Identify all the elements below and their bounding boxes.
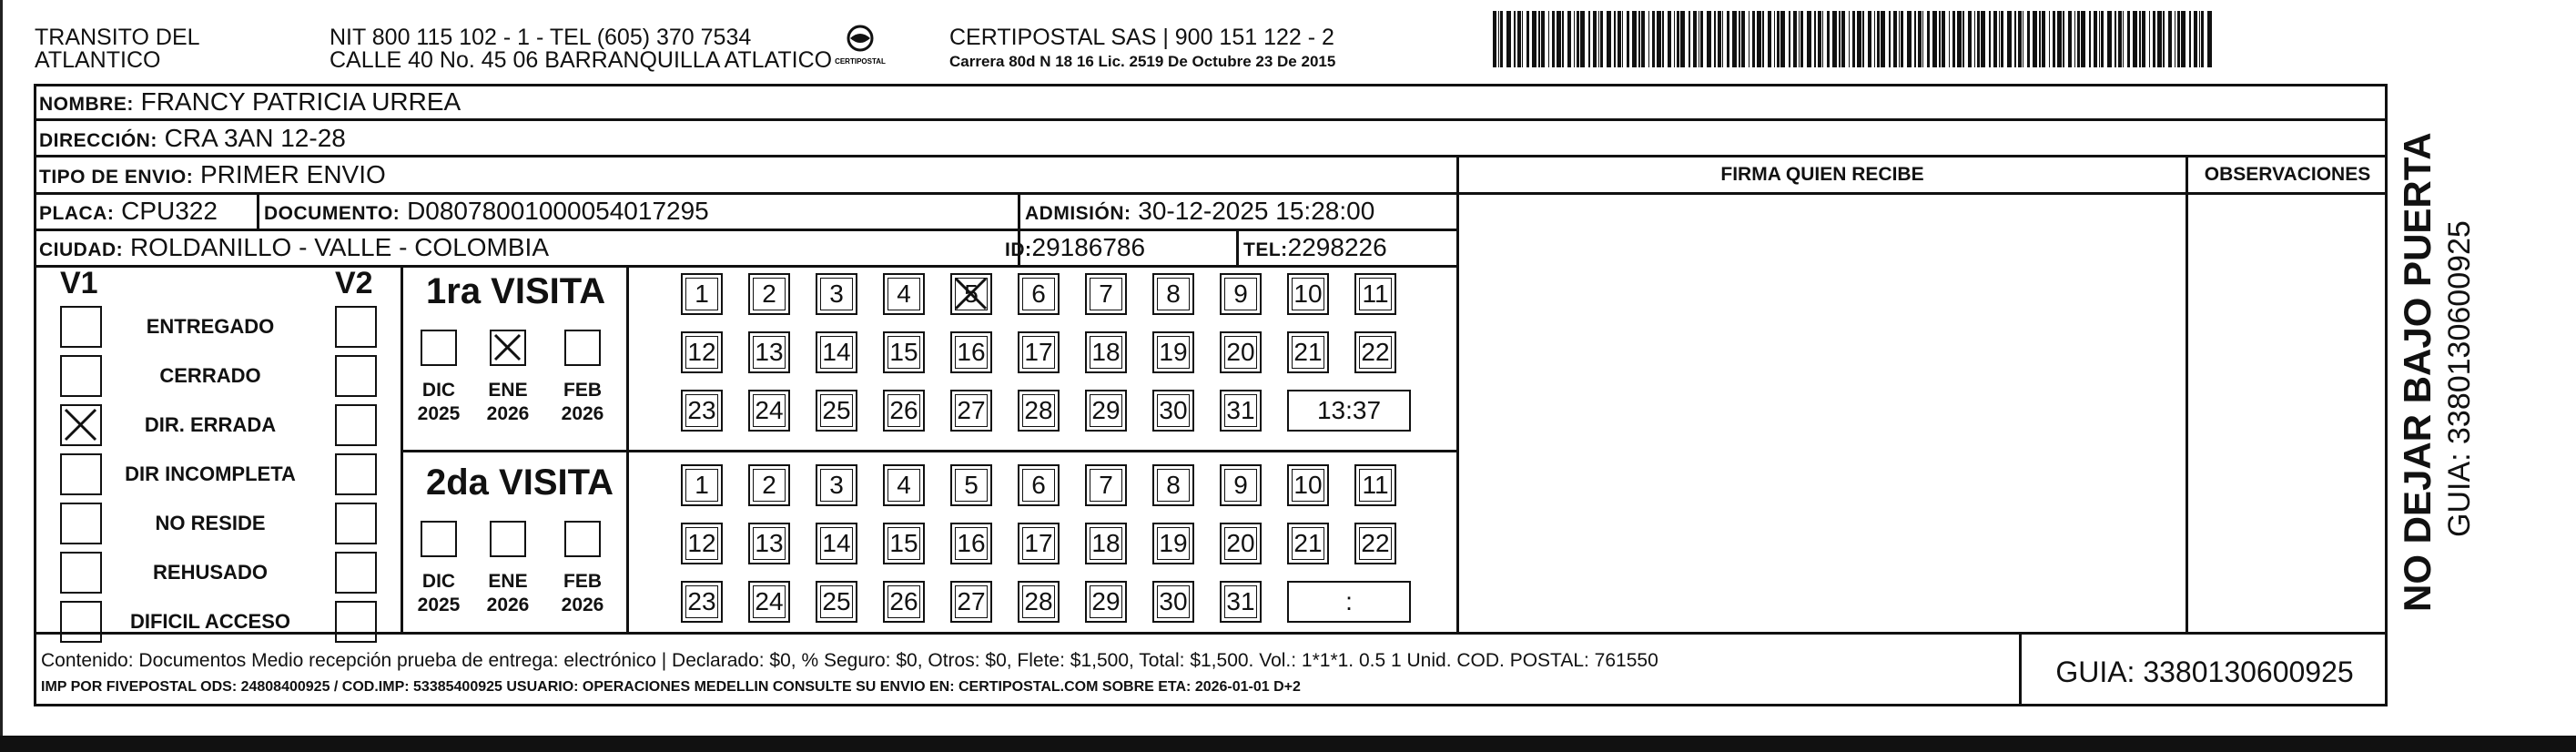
visit1-day-box[interactable]: 31 [1220,390,1262,432]
left-edge [0,0,3,736]
visit1-day-box[interactable]: 25 [816,390,857,432]
visit2-month-checkbox[interactable] [421,521,457,557]
x-mark-icon [492,331,523,363]
visit2-day-box[interactable]: 28 [1018,581,1060,623]
visit1-month-label [481,379,535,426]
admission-label: ADMISIÓN: [1025,203,1131,224]
courier-license: Carrera 80d N 18 16 Lic. 2519 De Octubre 23 De 2015 [949,53,1336,70]
visit1-day-box[interactable]: 20 [1220,331,1262,373]
visit1-title: 1ra VISITA [426,271,606,311]
month-name: DIC [421,571,456,592]
visit2-day-box[interactable]: 2 [748,464,790,506]
visit1-day-box[interactable]: 19 [1152,331,1194,373]
visit2-day-box[interactable]: 16 [950,523,992,564]
sender-name-line1: TRANSITO DEL [35,25,200,50]
tel-cell [1243,233,1387,265]
visit2-month-label [555,570,610,617]
visit1-month-checkbox[interactable] [490,330,526,366]
sender-nit: NIT 800 115 102 - 1 - TEL (605) 370 7534 [330,25,752,50]
month-year: 2026 [561,594,604,615]
visit1-day-box[interactable]: 2 [748,273,790,315]
month-year: 2026 [486,403,530,424]
visit2-day-box[interactable]: 20 [1220,523,1262,564]
visit1-day-box[interactable]: 17 [1018,331,1060,373]
visit1-day-box[interactable]: 6 [1018,273,1060,315]
month-year: 2026 [486,594,530,615]
month-year: 2025 [417,594,461,615]
visit1-day-box[interactable]: 8 [1152,273,1194,315]
send-type-label: TIPO DE ENVIO: [39,167,194,188]
visit2-day-box[interactable]: 4 [883,464,925,506]
visit1-day-box[interactable]: 9 [1220,273,1262,315]
v2-checkbox[interactable] [335,453,377,495]
logo-text: CERTIPOSTAL [835,57,886,66]
visit1-day-box[interactable]: 28 [1018,390,1060,432]
admission-cell [1025,197,1374,229]
observations-column-title: OBSERVACIONES [2204,164,2371,185]
visit2-day-box[interactable]: 15 [883,523,925,564]
month-name: FEB [563,571,602,592]
visit1-time-box[interactable]: 13:37 [1287,390,1411,432]
visit1-day-box[interactable]: 30 [1152,390,1194,432]
side-guia: GUIA: 3380130600925 [2442,220,2477,537]
tel-value: 2298226 [1287,233,1387,261]
id-cell [1005,233,1145,265]
visit1-day-box[interactable]: 27 [950,390,992,432]
visit1-day-box[interactable]: 11 [1354,273,1396,315]
courier-name: CERTIPOSTAL SAS | 900 151 122 - 2 [949,25,1334,50]
visit2-day-box[interactable]: 11 [1354,464,1396,506]
plate-cell [39,197,218,229]
sender-address: CALLE 40 No. 45 06 BARRANQUILLA ATLATICO [330,47,833,73]
visit1-day-box[interactable]: 4 [883,273,925,315]
month-name: ENE [488,571,528,592]
send-type-value: PRIMER ENVIO [199,160,386,188]
status-reason-label: CERRADO [159,364,261,387]
footer-guia: GUIA: 3380130600925 [2055,655,2354,688]
visit2-day-box[interactable]: 7 [1085,464,1127,506]
visit2-day-box[interactable]: 18 [1085,523,1127,564]
city-cell [39,233,549,265]
v2-checkbox[interactable] [335,355,377,397]
month-name: FEB [563,380,602,401]
visit1-day-box[interactable]: 29 [1085,390,1127,432]
visit1-day-box[interactable]: 26 [883,390,925,432]
visit1-day-box[interactable]: 12 [681,331,723,373]
visit1-month-label [555,379,610,426]
print-line: IMP POR FIVEPOSTAL ODS: 24808400925 / COD.IMP: 53385400925 USUARIO: OPERACIONES MEDELLIN CONSULTE SU ENVIO EN: CERTIPOSTAL.COM SOBRE ETA: 2026-01-01 D+2 [41,679,1301,695]
recipient-name: FRANCY PATRICIA URREA [140,87,461,116]
visit2-day-box[interactable]: 17 [1018,523,1060,564]
visit1-month-checkbox[interactable] [564,330,601,366]
visit2-month-label [411,570,466,617]
address-row [39,124,346,156]
courier-logo [828,24,892,69]
bottom-border [0,736,2576,752]
tel-label: TEL: [1243,239,1288,260]
visit2-day-box[interactable]: 5 [950,464,992,506]
status-reason-label: DIFICIL ACCESO [129,610,290,633]
month-year: 2025 [417,403,461,424]
side-warning: NO DEJAR BAJO PUERTA [2396,132,2439,612]
city-label: CIUDAD: [39,239,124,260]
month-name: ENE [488,380,528,401]
recipient-address: CRA 3AN 12-28 [164,124,346,152]
v2-checkbox[interactable] [335,552,377,594]
visit1-day-box[interactable]: 21 [1287,331,1329,373]
visit2-day-box[interactable]: 13 [748,523,790,564]
x-mark-icon [952,275,989,312]
status-reason-label: NO RESIDE [155,512,266,534]
visit2-day-box[interactable]: 26 [883,581,925,623]
visit1-day-box[interactable]: 1 [681,273,723,315]
admission-value: 30-12-2025 15:28:00 [1138,197,1375,225]
visit2-month-label [481,570,535,617]
id-label: ID: [1005,239,1032,260]
v1-header: V1 [60,266,98,300]
plate-value: CPU322 [121,197,218,225]
contents-line: Contenido: Documentos Medio recepción prueba de entrega: electrónico | Declarado: $0, % Seguro: $0, Otros: $0, Flete: $1,500, Total: $1,500. Vol.: 1*1*1. 0.5 1 Unid. COD. POSTAL: 761550 [41,650,1658,671]
visit1-day-box[interactable]: 15 [883,331,925,373]
visit2-day-box[interactable]: 1 [681,464,723,506]
plate-label: PLACA: [39,203,115,224]
visit2-day-box[interactable]: 21 [1287,523,1329,564]
visit1-day-box[interactable]: 7 [1085,273,1127,315]
document-cell [264,197,709,229]
v2-header: V2 [335,266,373,300]
status-reason-label: ENTREGADO [146,315,275,338]
visit1-month-label [411,379,466,426]
document-value: D08078001000054017295 [407,197,709,225]
month-name: DIC [421,380,456,401]
send-type-row [39,160,386,192]
visit1-day-box[interactable]: 3 [816,273,857,315]
status-reason-label: REHUSADO [153,561,268,584]
visit2-day-box[interactable]: 31 [1220,581,1262,623]
visit2-title: 2da VISITA [426,462,614,503]
visit1-month-checkbox[interactable] [421,330,457,366]
visit2-day-box[interactable]: 10 [1287,464,1329,506]
visit2-day-box[interactable]: 9 [1220,464,1262,506]
visit2-day-box[interactable]: 8 [1152,464,1194,506]
document-label: DOCUMENTO: [264,203,401,224]
sender-name-line2: ATLANTICO [35,47,161,73]
visit2-day-box[interactable]: 29 [1085,581,1127,623]
visit2-month-checkbox[interactable] [490,521,526,557]
name-label: NOMBRE: [39,94,134,115]
visit2-day-box[interactable]: 19 [1152,523,1194,564]
status-reason-label: DIR INCOMPLETA [125,462,296,485]
visit1-day-box[interactable]: 22 [1354,331,1396,373]
visit2-day-box[interactable]: 30 [1152,581,1194,623]
month-year: 2026 [561,403,604,424]
visit2-time-box[interactable]: : [1287,581,1411,623]
address-label: DIRECCIÓN: [39,130,157,151]
id-value: 29186786 [1031,233,1146,261]
city-value: ROLDANILLO - VALLE - COLOMBIA [129,233,549,261]
visit2-month-checkbox[interactable] [564,521,601,557]
barcode [1493,11,2212,67]
visit1-day-box[interactable]: 14 [816,331,857,373]
visit2-day-box[interactable]: 23 [681,581,723,623]
visit2-day-box[interactable]: 24 [748,581,790,623]
signature-column-title: FIRMA QUIEN RECIBE [1720,164,1924,185]
visit2-day-box[interactable]: 3 [816,464,857,506]
v2-checkbox[interactable] [335,601,377,643]
visit1-day-box[interactable]: 16 [950,331,992,373]
visit1-day-box[interactable]: 5 [950,273,992,315]
visit2-day-box[interactable]: 14 [816,523,857,564]
visit2-day-box[interactable]: 12 [681,523,723,564]
visit1-day-box[interactable]: 24 [748,390,790,432]
visit1-day-box[interactable]: 18 [1085,331,1127,373]
visit2-day-box[interactable]: 6 [1018,464,1060,506]
status-reason-label: DIR. ERRADA [144,413,277,436]
v2-checkbox[interactable] [335,306,377,348]
visit1-day-box[interactable]: 10 [1287,273,1329,315]
v2-checkbox[interactable] [335,404,377,446]
visit2-day-box[interactable]: 22 [1354,523,1396,564]
name-row [39,87,461,119]
visit1-day-box[interactable]: 23 [681,390,723,432]
visit2-day-box[interactable]: 27 [950,581,992,623]
visit2-day-box[interactable]: 25 [816,581,857,623]
visit1-day-box[interactable]: 13 [748,331,790,373]
v2-checkbox[interactable] [335,503,377,544]
